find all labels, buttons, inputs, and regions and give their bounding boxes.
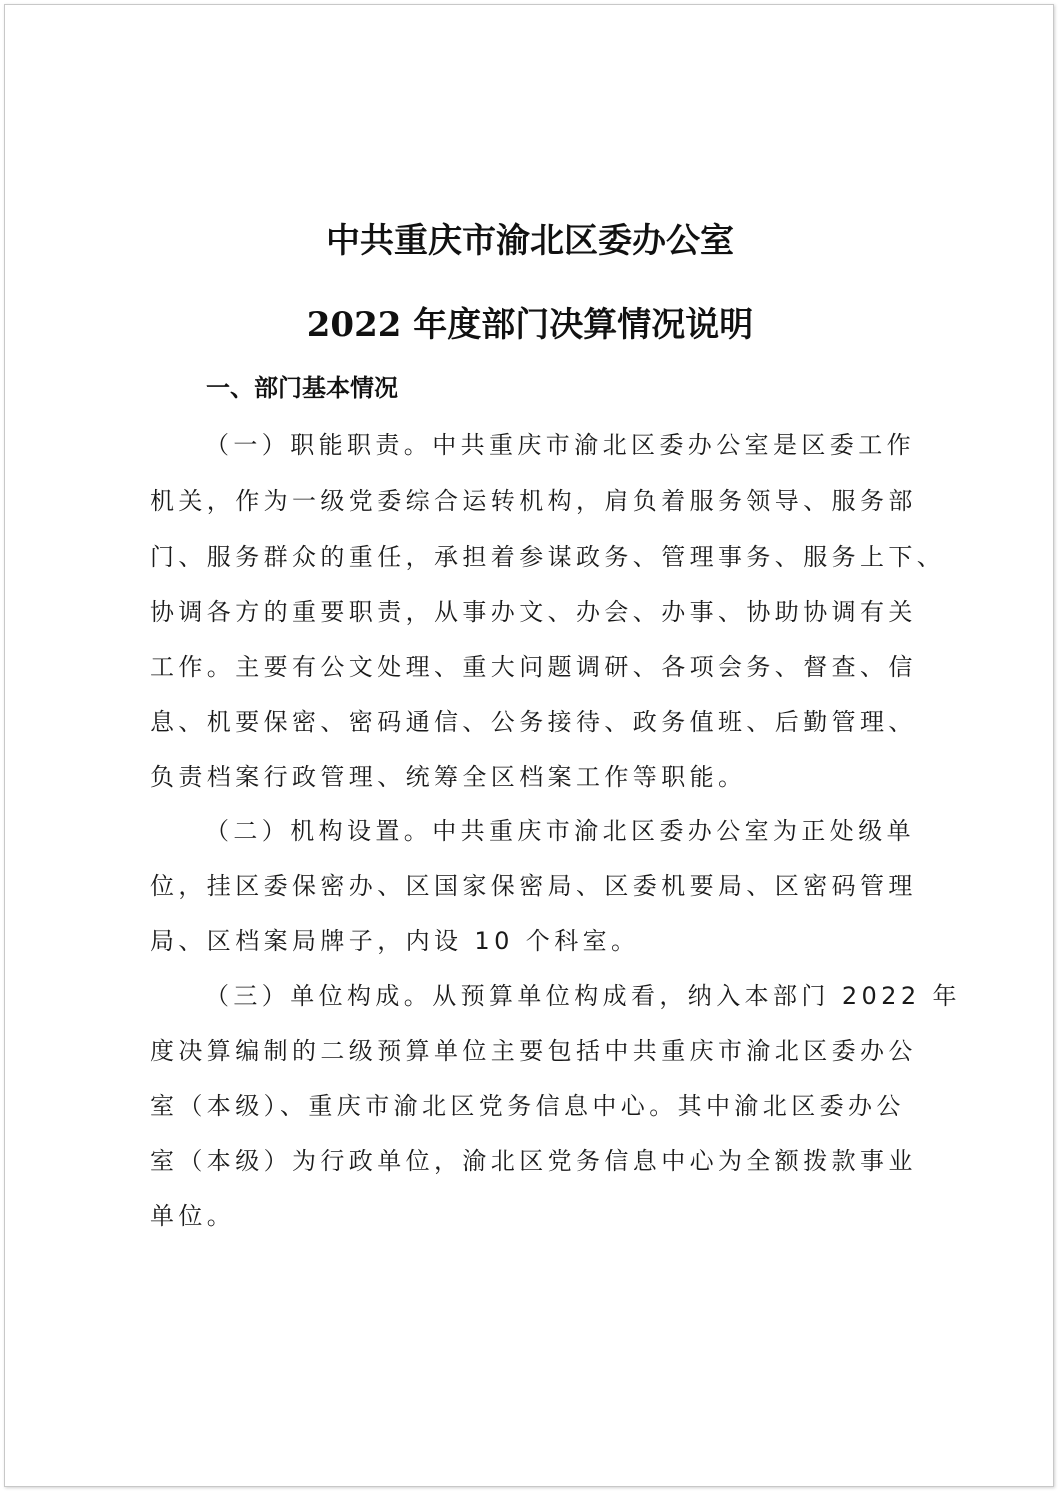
paragraph-line: 度决算编制的二级预算单位主要包括中共重庆市渝北区委办公	[150, 1037, 917, 1065]
paragraph-line: 工作。主要有公文处理、重大问题调研、各项会务、督查、信	[150, 653, 917, 681]
paragraph-line: 门、服务群众的重任，承担着参谋政务、管理事务、服务上下、	[150, 543, 946, 571]
paragraph-line: 室（本级）、重庆市渝北区党务信息中心。其中渝北区委办公	[150, 1092, 905, 1120]
paragraph-line: （二）机构设置。中共重庆市渝北区委办公室为正处级单	[205, 817, 915, 845]
paragraph-line: 单位。	[150, 1202, 236, 1230]
paragraph-line: 协调各方的重要职责，从事办文、办会、办事、协助协调有关	[150, 598, 917, 626]
document-page	[4, 4, 1054, 1487]
section-heading: 一、部门基本情况	[206, 374, 398, 402]
paragraph-line: 负责档案行政管理、统筹全区档案工作等职能。	[150, 763, 747, 791]
paragraph-line: 机关，作为一级党委综合运转机构，肩负着服务领导、服务部	[150, 487, 917, 515]
paragraph-line: 局、区档案局牌子，内设 10 个科室。	[150, 927, 640, 955]
paragraph-line: 室（本级）为行政单位，渝北区党务信息中心为全额拨款事业	[150, 1147, 917, 1175]
paragraph-line: （一）职能职责。中共重庆市渝北区委办公室是区委工作	[205, 431, 915, 459]
paragraph-line: 位，挂区委保密办、区国家保密局、区委机要局、区密码管理	[150, 872, 917, 900]
paragraph-line: （三）单位构成。从预算单位构成看，纳入本部门 2022 年	[205, 982, 961, 1010]
paragraph-line: 息、机要保密、密码通信、公务接待、政务值班、后勤管理、	[150, 708, 917, 736]
document-title-line2: 2022 年度部门决算情况说明	[306, 305, 754, 345]
document-title-line1: 中共重庆市渝北区委办公室	[326, 221, 734, 261]
